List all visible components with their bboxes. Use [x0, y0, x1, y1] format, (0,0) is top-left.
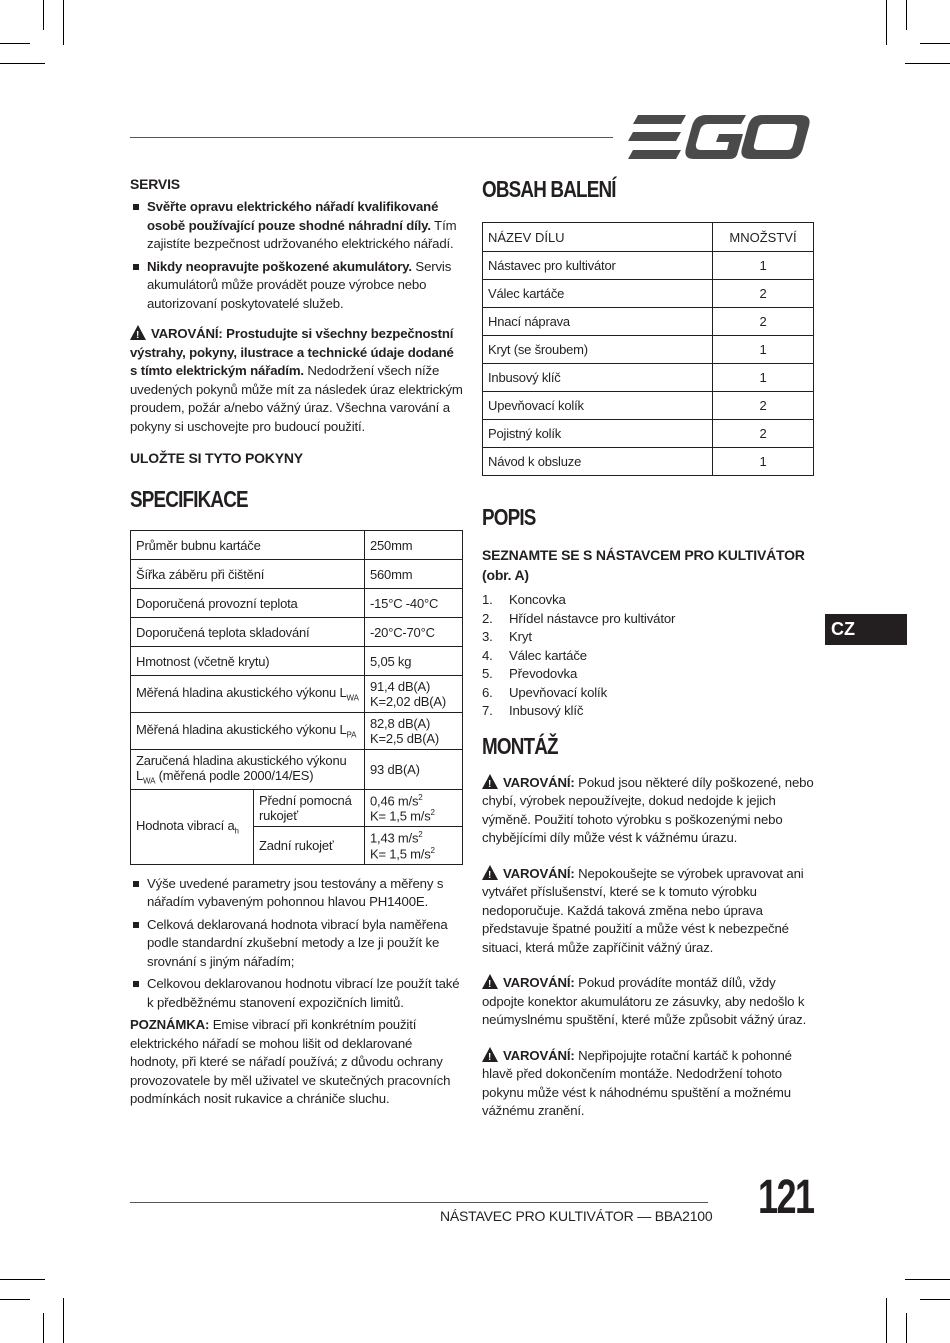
table-row: Doporučená provozní teplota -15°C -40°C: [131, 589, 463, 618]
crop-mark: [905, 63, 950, 64]
crop-mark: [906, 1313, 907, 1343]
language-tab: CZ: [825, 614, 907, 645]
col-part: NÁZEV DÍLU: [483, 223, 713, 252]
list-item: Celkovou deklarovanou hodnotu vibrací lze použít také k předběžnému stanovení expozičních limitů.: [130, 975, 463, 1012]
header-rule: [130, 137, 613, 138]
table-row: Průměr bubnu kartáče 250mm: [131, 531, 463, 560]
list-item: 6. Upevňovací kolík: [482, 684, 608, 700]
crop-mark: [920, 43, 950, 44]
crop-mark: [0, 43, 30, 44]
montaz-title: MONTÁŽ: [482, 732, 558, 759]
crop-mark: [43, 0, 44, 30]
list-item: 4. Válec kartáče: [482, 647, 587, 663]
crop-mark: [905, 1279, 950, 1280]
warning-icon: [482, 974, 498, 989]
footer-rule: [130, 1202, 708, 1203]
crop-mark: [0, 1299, 30, 1300]
crop-mark: [63, 1298, 64, 1343]
spec-table: [130, 530, 463, 865]
table-row: Zadní rukojeť 1,43 $m/s^2$ K= 1,5 $m/s^2$: [131, 827, 463, 865]
crop-mark: [906, 0, 907, 30]
table-row: Návod k obsluze 1: [483, 448, 814, 476]
spec-notes: [130, 875, 463, 1013]
note-paragraph: POZNÁMKA: Emise vibrací při konkrétním použití elektrického nářadí se mohou lišit od deklarované hodnoty, při které se nářadí používá; z důvodu ochrany provozovatele by měl uživatel ve skutečných pracovních podmínkách nosit rukavice a chrániče sluchu.: [130, 1017, 451, 1107]
table-row: Zaručená hladina akustického výkonu $L_{WA}$ (měřená podle 2000/14/ES) 93 dB(A): [131, 750, 463, 790]
col-qty: MNOŽSTVÍ: [713, 223, 814, 252]
table-row: Doporučená teplota skladování -20°C-70°C: [131, 618, 463, 647]
warning-icon: [130, 325, 146, 340]
table-row: Hnací náprava 2: [483, 308, 814, 336]
contents-title: OBSAH BALENÍ: [482, 176, 616, 202]
parts-table: [482, 222, 814, 476]
ego-logo: [628, 115, 812, 159]
table-row: Upevňovací kolík 2: [483, 392, 814, 420]
table-row: Šířka záběru při čištění 560mm: [131, 560, 463, 589]
warning-icon: [482, 774, 498, 789]
warning-paragraph: !VAROVÁNÍ: Prostudujte si všechny bezpečnostní výstrahy, pokyny, ilustrace a technické údaje dodané s tímto elektrickým nářadím. Nedodržení všech níže uvedených pokynů může mít za následek úraz elektrickým proudem, požár a/nebo vážný úraz. Všechna varování a pokyny si uschovejte pro budoucí použití.: [130, 325, 463, 436]
warning-paragraph: !VAROVÁNÍ: Nepokoušejte se výrobek upravovat ani vytvářet příslušenství, které se k tomuto výrobku nedoporučuje. Každá taková změna nebo úprava představuje špatné použití a může vést k nebezpečné situaci, která může zapříčinit vážný úraz.: [482, 865, 814, 958]
footer-title: NÁSTAVEC PRO KULTIVÁTOR — BBA2100: [440, 1208, 713, 1224]
popis-list: [482, 591, 814, 721]
servis-heading: SERVIS: [130, 176, 180, 192]
table-row: Válec kartáče 2: [483, 280, 814, 308]
table-header-row: [483, 223, 814, 252]
crop-mark: [63, 0, 64, 45]
popis-subheading: SEZNAMTE SE S NÁSTAVCEM PRO KULTIVÁTOR (obr. A): [482, 547, 805, 583]
table-row: Měřená hladina akustického výkonu $L_{PA}$ 82,8 dB(A) K=2,5 dB(A): [131, 713, 463, 750]
list-item: 1. Koncovka: [482, 592, 566, 607]
crop-mark: [0, 63, 45, 64]
warning-paragraph: !VAROVÁNÍ: Nepřipojujte rotační kartáč k pohonné hlavě před dokončením montáže. Nedodržení tohoto pokynu může vést k náhodnému spuštění a možnému vážnému zranění.: [482, 1047, 814, 1121]
save-heading: ULOŽTE SI TYTO POKYNY: [130, 450, 303, 466]
crop-mark: [920, 1299, 950, 1300]
warning-icon: [482, 1047, 498, 1062]
table-row: Měřená hladina akustického výkonu $L_{WA}$ 91,4 dB(A) K=2,02 dB(A): [131, 676, 463, 713]
servis-list: [130, 198, 463, 313]
crop-mark: [0, 1279, 45, 1280]
crop-mark: [886, 1298, 887, 1343]
spec-title: SPECIFIKACE: [130, 486, 248, 512]
page-number: 121: [758, 1171, 814, 1224]
table-row: Inbusový klíč 1: [483, 364, 814, 392]
crop-mark: [886, 0, 887, 45]
table-row: Nástavec pro kultivátor 1: [483, 252, 814, 280]
list-item: Svěřte opravu elektrického nářadí kvalifikované osobě používající pouze shodné náhradní díly. Tím zajistíte bezpečnost udržovaného elektrického nářadí.: [130, 198, 463, 254]
list-item: Nikdy neopravujte poškozené akumulátory. Servis akumulátorů může provádět pouze výrobce nebo autorizovaní poskytovatelé služeb.: [130, 258, 463, 314]
table-row: Kryt (se šroubem) 1: [483, 336, 814, 364]
popis-title: POPIS: [482, 504, 536, 530]
left-column: [130, 176, 463, 1109]
list-item: 3. Kryt: [482, 629, 532, 644]
crop-mark: [43, 1313, 44, 1343]
warning-icon: [482, 865, 498, 880]
warning-paragraph: !VAROVÁNÍ: Pokud provádíte montáž dílů, vždy odpojte konektor akumulátoru ze zásuvky, aby nedošlo k neúmyslnému spuštění, které může způsobit vážný úraz.: [482, 974, 814, 1030]
list-item: 5. Převodovka: [482, 666, 578, 681]
warning-paragraph: !VAROVÁNÍ: Pokud jsou některé díly poškozené, nebo chybí, výrobek nepoužívejte, dokud nedojde k jejich výměně. Použití tohoto výrobku s poškozenými nebo chybějícími díly může vést k vážnému úrazu.: [482, 774, 814, 848]
list-item: Výše uvedené parametry jsou testovány a měřeny s nářadím vybaveným pohonnou hlavou PH1400E.: [130, 875, 463, 912]
table-row: Hodnota vibrací $a_h$ Přední pomocná rukojeť 0,46 $m/s^2$ K= 1,5 $m/s^2$: [131, 789, 463, 827]
table-row: Pojistný kolík 2: [483, 420, 814, 448]
list-item: 7. Inbusový klíč: [482, 703, 584, 718]
list-item: Celková deklarovaná hodnota vibrací byla naměřena podle standardní zkušební metody a lze ji použít ke srovnání s jiným nářadím;: [130, 916, 463, 972]
list-item: 2. Hřídel nástavce pro kultivátor: [482, 610, 676, 626]
table-row: Hmotnost (včetně krytu) 5,05 kg: [131, 647, 463, 676]
right-column: [482, 176, 814, 1121]
